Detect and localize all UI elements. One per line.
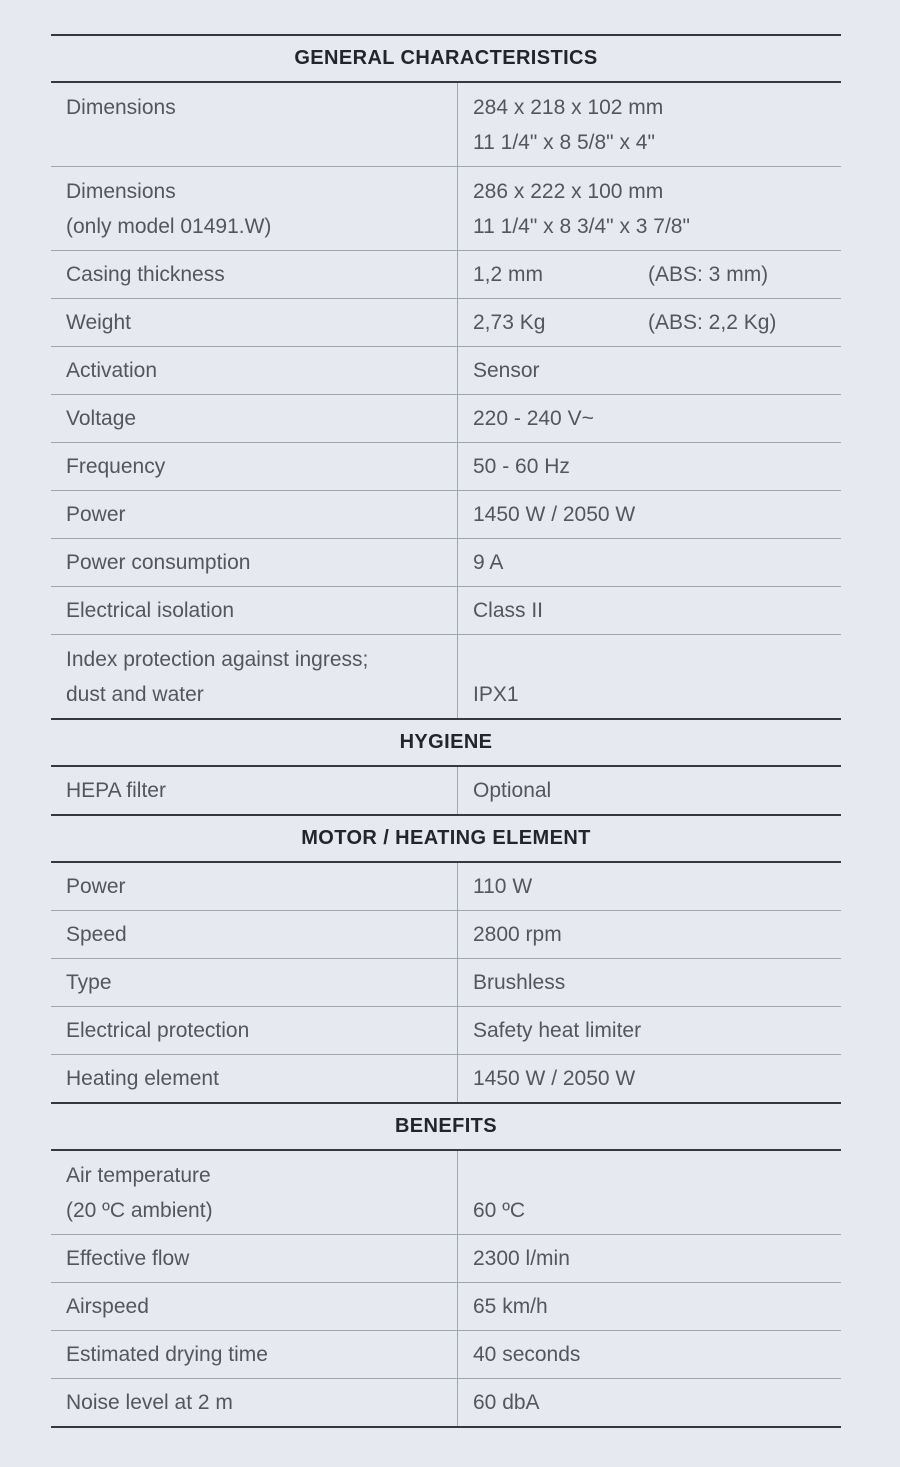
spec-value: Brushless bbox=[473, 970, 566, 994]
spec-label: Voltage bbox=[51, 395, 458, 442]
spec-row-power-consumption bbox=[51, 539, 841, 587]
spec-row-frequency bbox=[51, 443, 841, 491]
spec-row-activation bbox=[51, 347, 841, 395]
section-header bbox=[51, 814, 841, 863]
spec-row-effective-flow bbox=[51, 1235, 841, 1283]
spec-row-power bbox=[51, 491, 841, 539]
spec-value: Class II bbox=[473, 598, 544, 622]
spec-label: Electrical protection bbox=[51, 1007, 458, 1054]
spec-value-note: (ABS: 2,2 Kg) bbox=[648, 310, 777, 334]
spec-row-estimated-drying-time bbox=[51, 1331, 841, 1379]
spec-row-electrical-isolation bbox=[51, 587, 841, 635]
spec-label: Air temperature (20 ºC ambient) bbox=[51, 1151, 458, 1234]
spec-label: HEPA filter bbox=[51, 767, 458, 814]
spec-row-heating-element bbox=[51, 1055, 841, 1102]
spec-label: Casing thickness bbox=[51, 251, 458, 298]
spec-label: Airspeed bbox=[51, 1283, 458, 1330]
spec-value: 2800 rpm bbox=[473, 922, 562, 946]
section-motor-heating-element bbox=[51, 814, 841, 1102]
section-hygiene bbox=[51, 718, 841, 814]
spec-value: 60 ºC bbox=[473, 1198, 526, 1222]
spec-row-electrical-protection bbox=[51, 1007, 841, 1055]
spec-label: Estimated drying time bbox=[51, 1331, 458, 1378]
spec-label: Dimensions (only model 01491.W) bbox=[51, 167, 458, 250]
spec-label: Type bbox=[51, 959, 458, 1006]
spec-label: Electrical isolation bbox=[51, 587, 458, 634]
spec-row-type bbox=[51, 959, 841, 1007]
spec-value: 284 x 218 x 102 mm 11 1/4" x 8 5/8" x 4" bbox=[473, 95, 664, 154]
spec-label: Frequency bbox=[51, 443, 458, 490]
spec-label: Speed bbox=[51, 911, 458, 958]
section-title: BENEFITS bbox=[394, 1115, 498, 1137]
spec-label: Heating element bbox=[51, 1055, 458, 1102]
spec-row-casing-thickness bbox=[51, 251, 841, 299]
spec-row-index-protection bbox=[51, 635, 841, 718]
spec-row-dimensions-model-w bbox=[51, 167, 841, 251]
section-title: GENERAL CHARACTERISTICS bbox=[294, 47, 598, 69]
spec-value: 1,2 mm (ABS: 3 mm) bbox=[473, 262, 769, 286]
spec-value: 2300 l/min bbox=[473, 1246, 570, 1270]
spec-value: Optional bbox=[473, 778, 552, 802]
spec-row-motor-power bbox=[51, 863, 841, 911]
spec-value: 286 x 222 x 100 mm 11 1/4" x 8 3/4" x 3 7/8" bbox=[473, 179, 690, 238]
spec-row-dimensions bbox=[51, 83, 841, 167]
spec-value: Safety heat limiter bbox=[473, 1018, 642, 1042]
section-general-characteristics bbox=[51, 34, 841, 718]
spec-label: Weight bbox=[51, 299, 458, 346]
spec-value: 1450 W / 2050 W bbox=[473, 502, 636, 526]
spec-row-weight bbox=[51, 299, 841, 347]
spec-row-speed bbox=[51, 911, 841, 959]
section-header bbox=[51, 1102, 841, 1151]
spec-label: Dimensions bbox=[51, 83, 458, 166]
spec-value: 220 - 240 V~ bbox=[473, 406, 594, 430]
section-benefits bbox=[51, 1102, 841, 1428]
spec-value: Sensor bbox=[473, 358, 540, 382]
spec-value: 1450 W / 2050 W bbox=[473, 1066, 636, 1090]
spec-label: Power bbox=[51, 491, 458, 538]
section-title: MOTOR / HEATING ELEMENT bbox=[301, 827, 591, 849]
spec-label: Activation bbox=[51, 347, 458, 394]
spec-label: Power bbox=[51, 863, 458, 910]
spec-label: Power consumption bbox=[51, 539, 458, 586]
section-header bbox=[51, 718, 841, 767]
spec-value-note: (ABS: 3 mm) bbox=[648, 262, 769, 286]
spec-value: 50 - 60 Hz bbox=[473, 454, 570, 478]
spec-label: Noise level at 2 m bbox=[51, 1379, 458, 1426]
spec-label: Effective flow bbox=[51, 1235, 458, 1282]
section-title: HYGIENE bbox=[399, 731, 493, 753]
spec-value: 2,73 Kg (ABS: 2,2 Kg) bbox=[473, 310, 777, 334]
spec-value: 9 A bbox=[473, 550, 504, 574]
spec-value: IPX1 bbox=[473, 682, 519, 706]
spec-value: 110 W bbox=[473, 874, 533, 898]
spec-value: 60 dbA bbox=[473, 1390, 540, 1414]
section-header bbox=[51, 34, 841, 83]
spec-row-voltage bbox=[51, 395, 841, 443]
spec-row-hepa-filter bbox=[51, 767, 841, 814]
spec-value: 65 km/h bbox=[473, 1294, 548, 1318]
spec-label: Index protection against ingress; dust and water bbox=[51, 635, 458, 718]
spec-row-noise-level bbox=[51, 1379, 841, 1428]
spec-value: 40 seconds bbox=[473, 1342, 581, 1366]
spec-row-airspeed bbox=[51, 1283, 841, 1331]
spec-row-air-temperature bbox=[51, 1151, 841, 1235]
specification-table bbox=[51, 34, 841, 1428]
